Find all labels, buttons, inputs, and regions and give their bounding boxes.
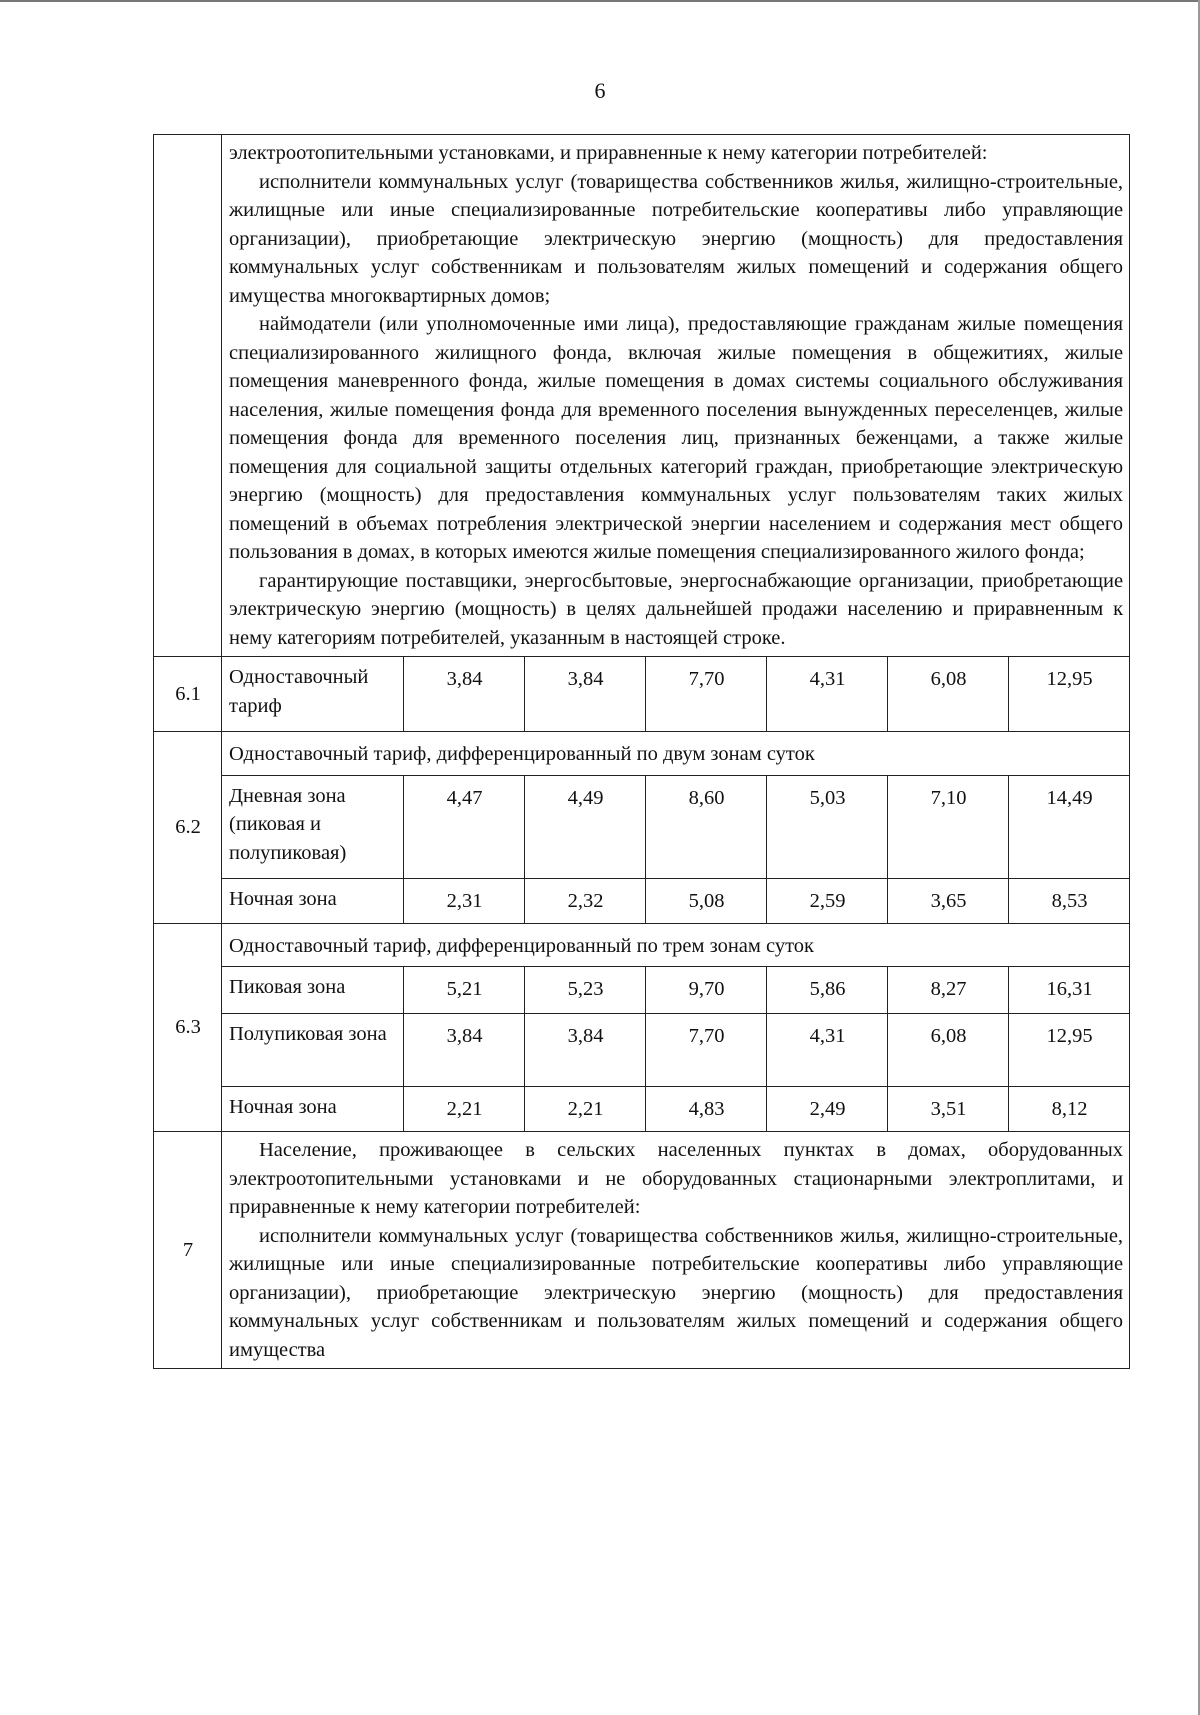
table-row-6-3-night [154, 1087, 1130, 1132]
tariff-value: 8,27 [888, 967, 1009, 1014]
zone-label-night: Ночная зона [222, 878, 404, 923]
continuation-paragraph-2: исполнители коммунальных услуг (товарищества собственников жилья, жилищно-строительные, жилищные или иные специализированные потребительские кооперативы либо управляющие организации), приобретающие электрическую энергию (мощность) для предоставления коммунальных услуг собственникам и пользователям жилых помещений и содержания общего имущества многоквартирных домов; [229, 170, 1124, 307]
continuation-paragraph-4: гарантирующие поставщики, энергосбытовые, энергоснабжающие организации, приобретающие электрическую энергию (мощность) в целях дальнейшей продажи населению и приравненным к нему категориям потребителей, указанным в настоящей строке. [229, 569, 1124, 649]
tariff-value: 5,03 [767, 775, 888, 878]
row-7-paragraph-2: исполнители коммунальных услуг (товарищества собственников жилья, жилищно-строительные, жилищные или иные специализированные потребительские кооперативы либо управляющие организации), приобретающие электрическую энергию (мощность) для предоставления коммунальных услуг собственникам и пользователям жилых помещений и содержания общего имущества [229, 1224, 1124, 1361]
tariff-value: 5,23 [525, 967, 646, 1014]
tariff-value: 4,49 [525, 775, 646, 878]
tariff-value: 6,08 [888, 1014, 1009, 1087]
tariff-value: 2,49 [767, 1087, 888, 1132]
tariff-value: 12,95 [1009, 657, 1130, 732]
section-heading-6-3: Одноставочный тариф, дифференцированный по трем зонам суток [222, 923, 1130, 967]
table-row-6-2-night [154, 878, 1130, 923]
zone-label-semi-peak: Полупиковая зона [222, 1014, 404, 1087]
page-number: 6 [594, 78, 606, 103]
tariff-value: 7,70 [646, 1014, 767, 1087]
tariff-value: 3,84 [404, 657, 525, 732]
tariff-value: 12,95 [1009, 1014, 1130, 1087]
continuation-paragraph-1: электроотопительными установками, и приравненные к нему категории потребителей: [229, 142, 988, 164]
tariff-value: 14,49 [1009, 775, 1130, 878]
table-row-6-1 [154, 657, 1130, 732]
tariff-value: 4,31 [767, 657, 888, 732]
tariff-value: 2,21 [525, 1087, 646, 1132]
tariff-value: 7,10 [888, 775, 1009, 878]
tariff-label: Одноставочный тариф [222, 657, 404, 732]
continuation-paragraph-3: наймодатели (или уполномоченные ими лица), предоставляющие гражданам жилые помещения специализированного жилищного фонда, включая жилые помещения в общежитиях, жилые помещения маневренного фонда, жилые помещения в домах системы социального обслуживания населения, жилые помещения фонда для временного поселения вынужденных переселенцев, жилые помещения фонда для временного поселения лиц, признанных беженцами, а также жилые помещения для социальной защиты отдельных категорий граждан, приобретающие электрическую энергию (мощность) для предоставления коммунальных услуг пользователям таких жилых помещений в объемах потребления электрической энергии населением и содержания мест общего пользования в домах, в которых имеются жилые помещения специализированного жилого фонда; [229, 313, 1124, 563]
tariff-value: 2,21 [404, 1087, 525, 1132]
section-heading-6-2: Одноставочный тариф, дифференцированный по двум зонам суток [222, 732, 1130, 776]
tariff-value: 8,12 [1009, 1087, 1130, 1132]
row-number-6-2: 6.2 [154, 732, 222, 924]
row-number-6-1: 6.1 [154, 657, 222, 732]
tariff-value: 3,84 [404, 1014, 525, 1087]
row-number-7: 7 [154, 1132, 222, 1369]
tariff-value: 3,84 [525, 657, 646, 732]
zone-label-day: Дневная зона (пиковая и полупиковая) [222, 775, 404, 878]
table-row-6-3-semi-peak [154, 1014, 1130, 1087]
table-row-7 [154, 1132, 1130, 1369]
table-row-continuation [154, 135, 1130, 657]
tariff-value: 7,70 [646, 657, 767, 732]
table-row-6-3-heading [154, 923, 1130, 967]
continuation-text-cell [222, 135, 1130, 657]
row-7-text-cell [222, 1132, 1130, 1369]
tariff-value: 2,32 [525, 878, 646, 923]
tariff-value: 9,70 [646, 967, 767, 1014]
scan-top-border [0, 0, 1200, 2]
tariff-value: 5,08 [646, 878, 767, 923]
tariff-value: 3,51 [888, 1087, 1009, 1132]
tariff-value: 2,31 [404, 878, 525, 923]
tariff-value: 4,47 [404, 775, 525, 878]
zone-label-peak: Пиковая зона [222, 967, 404, 1014]
tariff-value: 8,60 [646, 775, 767, 878]
tariff-value: 3,84 [525, 1014, 646, 1087]
tariff-value: 6,08 [888, 657, 1009, 732]
tariff-value: 5,21 [404, 967, 525, 1014]
table-row-6-2-day [154, 775, 1130, 878]
tariff-value: 2,59 [767, 878, 888, 923]
tariff-value: 16,31 [1009, 967, 1130, 1014]
row-number-cell [154, 135, 222, 657]
row-number-6-3: 6.3 [154, 923, 222, 1132]
tariff-value: 4,31 [767, 1014, 888, 1087]
table-row-6-2-heading [154, 732, 1130, 776]
tariff-value: 8,53 [1009, 878, 1130, 923]
table-row-6-3-peak [154, 967, 1130, 1014]
tariff-value: 3,65 [888, 878, 1009, 923]
tariff-table [153, 134, 1130, 1369]
tariff-value: 4,83 [646, 1087, 767, 1132]
tariff-value: 5,86 [767, 967, 888, 1014]
zone-label-night: Ночная зона [222, 1087, 404, 1132]
row-7-paragraph-1: Население, проживающее в сельских населенных пунктах в домах, оборудованных электроотопительными установками и не оборудованных стационарными электроплитами, и приравненные к нему категории потребителей: [229, 1139, 1124, 1218]
